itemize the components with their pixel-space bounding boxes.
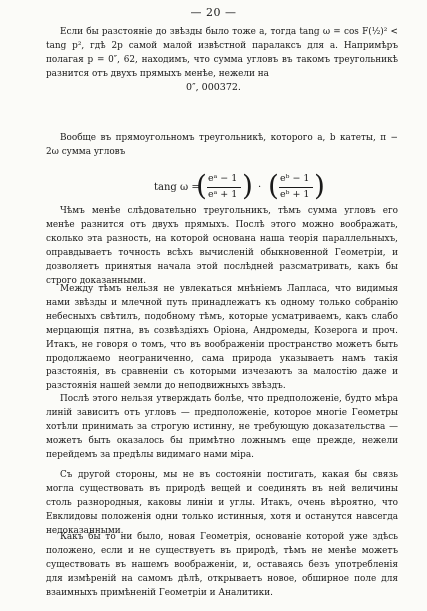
- paragraph-4: Между тѣмъ нельзя не увлекаться мнѣніемъ Лапласа, что видимыя нами звѣзды и млечной путь принадлежатъ къ одному только собранію небесныхъ свѣтилъ, подобному тѣмъ, которые усматриваемъ, какъ слабо мерцающія пятна, въ созвѣздіяхъ Оріона, Андромеды, Козерога и проч. Итакъ, не говоря о томъ, что въ воображеніи пространство можетъ быть продолжаемо неограниченно, сама природа указываетъ намъ такія разстоянія, въ сравненіи съ которыми изчезаютъ за малостію даже и разстоянія нашей земли до неподвижныхъ звѣздъ.: [46, 284, 398, 392]
- fraction-a-denominator: eᵃ + 1: [208, 189, 238, 200]
- page-number: — 20 —: [190, 6, 237, 19]
- paragraph-3: Чѣмъ менѣе слѣдовательно треугольникъ, тѣмъ сумма угловъ его менѣе разнится отъ двухъ прямыхъ. Послѣ этого можно воображать, сколько эта разность, на которой основана наша теорія параллельныхъ, оправдываетъ точность всѣхъ вычисленій обыкновенной Геометріи, и дозволяетъ принятыя начала этой послѣдней разсматривать, какъ бы строго доказанными.: [46, 206, 398, 286]
- fraction-a-line: [207, 187, 241, 188]
- right-paren: ): [242, 169, 253, 202]
- paragraph-1: Если бы разстояніе до звѣзды было тоже a, тогда tang ω = cos F(½)² < tang p², гдѣ 2p самой малой извѣстной паралаксъ для a. Напримѣръ полагая p = 0″, 62, находимъ, что сумма угловъ въ такомъ треугольникѣ разнится отъ двухъ прямыхъ менѣе, нежели на: [46, 27, 398, 79]
- fraction-b-denominator: eᵇ + 1: [280, 189, 310, 200]
- tangent-formula: [154, 169, 334, 204]
- left-paren: (: [268, 169, 279, 202]
- formula-lhs: tang ω =: [154, 182, 200, 193]
- fraction-b-line: [279, 187, 313, 188]
- paragraph-2: Вообще въ прямоугольномъ треугольникѣ, которого a, b катеты, π − 2ω сумма угловъ: [46, 133, 398, 157]
- fraction-a-numerator: eᵃ − 1: [208, 173, 238, 184]
- angle-sum-value: 0″, 000372.: [186, 82, 241, 93]
- left-paren: (: [196, 169, 207, 202]
- multiply-dot: ·: [258, 182, 262, 193]
- paragraph-5: Послѣ этого нельзя утверждать болѣе, что предположеніе, будто мѣра линій зависитъ отъ угловъ — предположеніе, которое многіе Геометры хотѣли принимать за строгую истинну, не требующую доказательства — можетъ быть оказалось бы примѣтно ложнымъ еще прежде, нежели перейдемъ за предѣлы видимаго нами міра.: [46, 394, 398, 460]
- paragraph-6: Съ другой стороны, мы не въ состояніи постигать, какая бы связь могла существовать въ природѣ вещей и соединять въ ней величины столь разнородныя, каковы линіи и углы. Итакъ, очень вѣроятно, что Евклидовы положенія одни только истинныя, хотя и останутся навсегда недоказанными.: [46, 470, 398, 536]
- fraction-b-numerator: eᵇ − 1: [280, 173, 310, 184]
- paragraph-7: Какъ бы то ни было, новая Геометрія, основаніе которой уже здѣсь положено, если и не существуетъ въ природѣ, тѣмъ не менѣе можетъ существовать въ нашемъ воображеніи, и, оставаясь безъ употребленія для измѣреній на самомъ дѣлѣ, открываетъ новое, обширное поле для взаимныхъ примѣненій Геометріи и Аналитики.: [46, 532, 398, 598]
- right-paren: ): [314, 169, 325, 202]
